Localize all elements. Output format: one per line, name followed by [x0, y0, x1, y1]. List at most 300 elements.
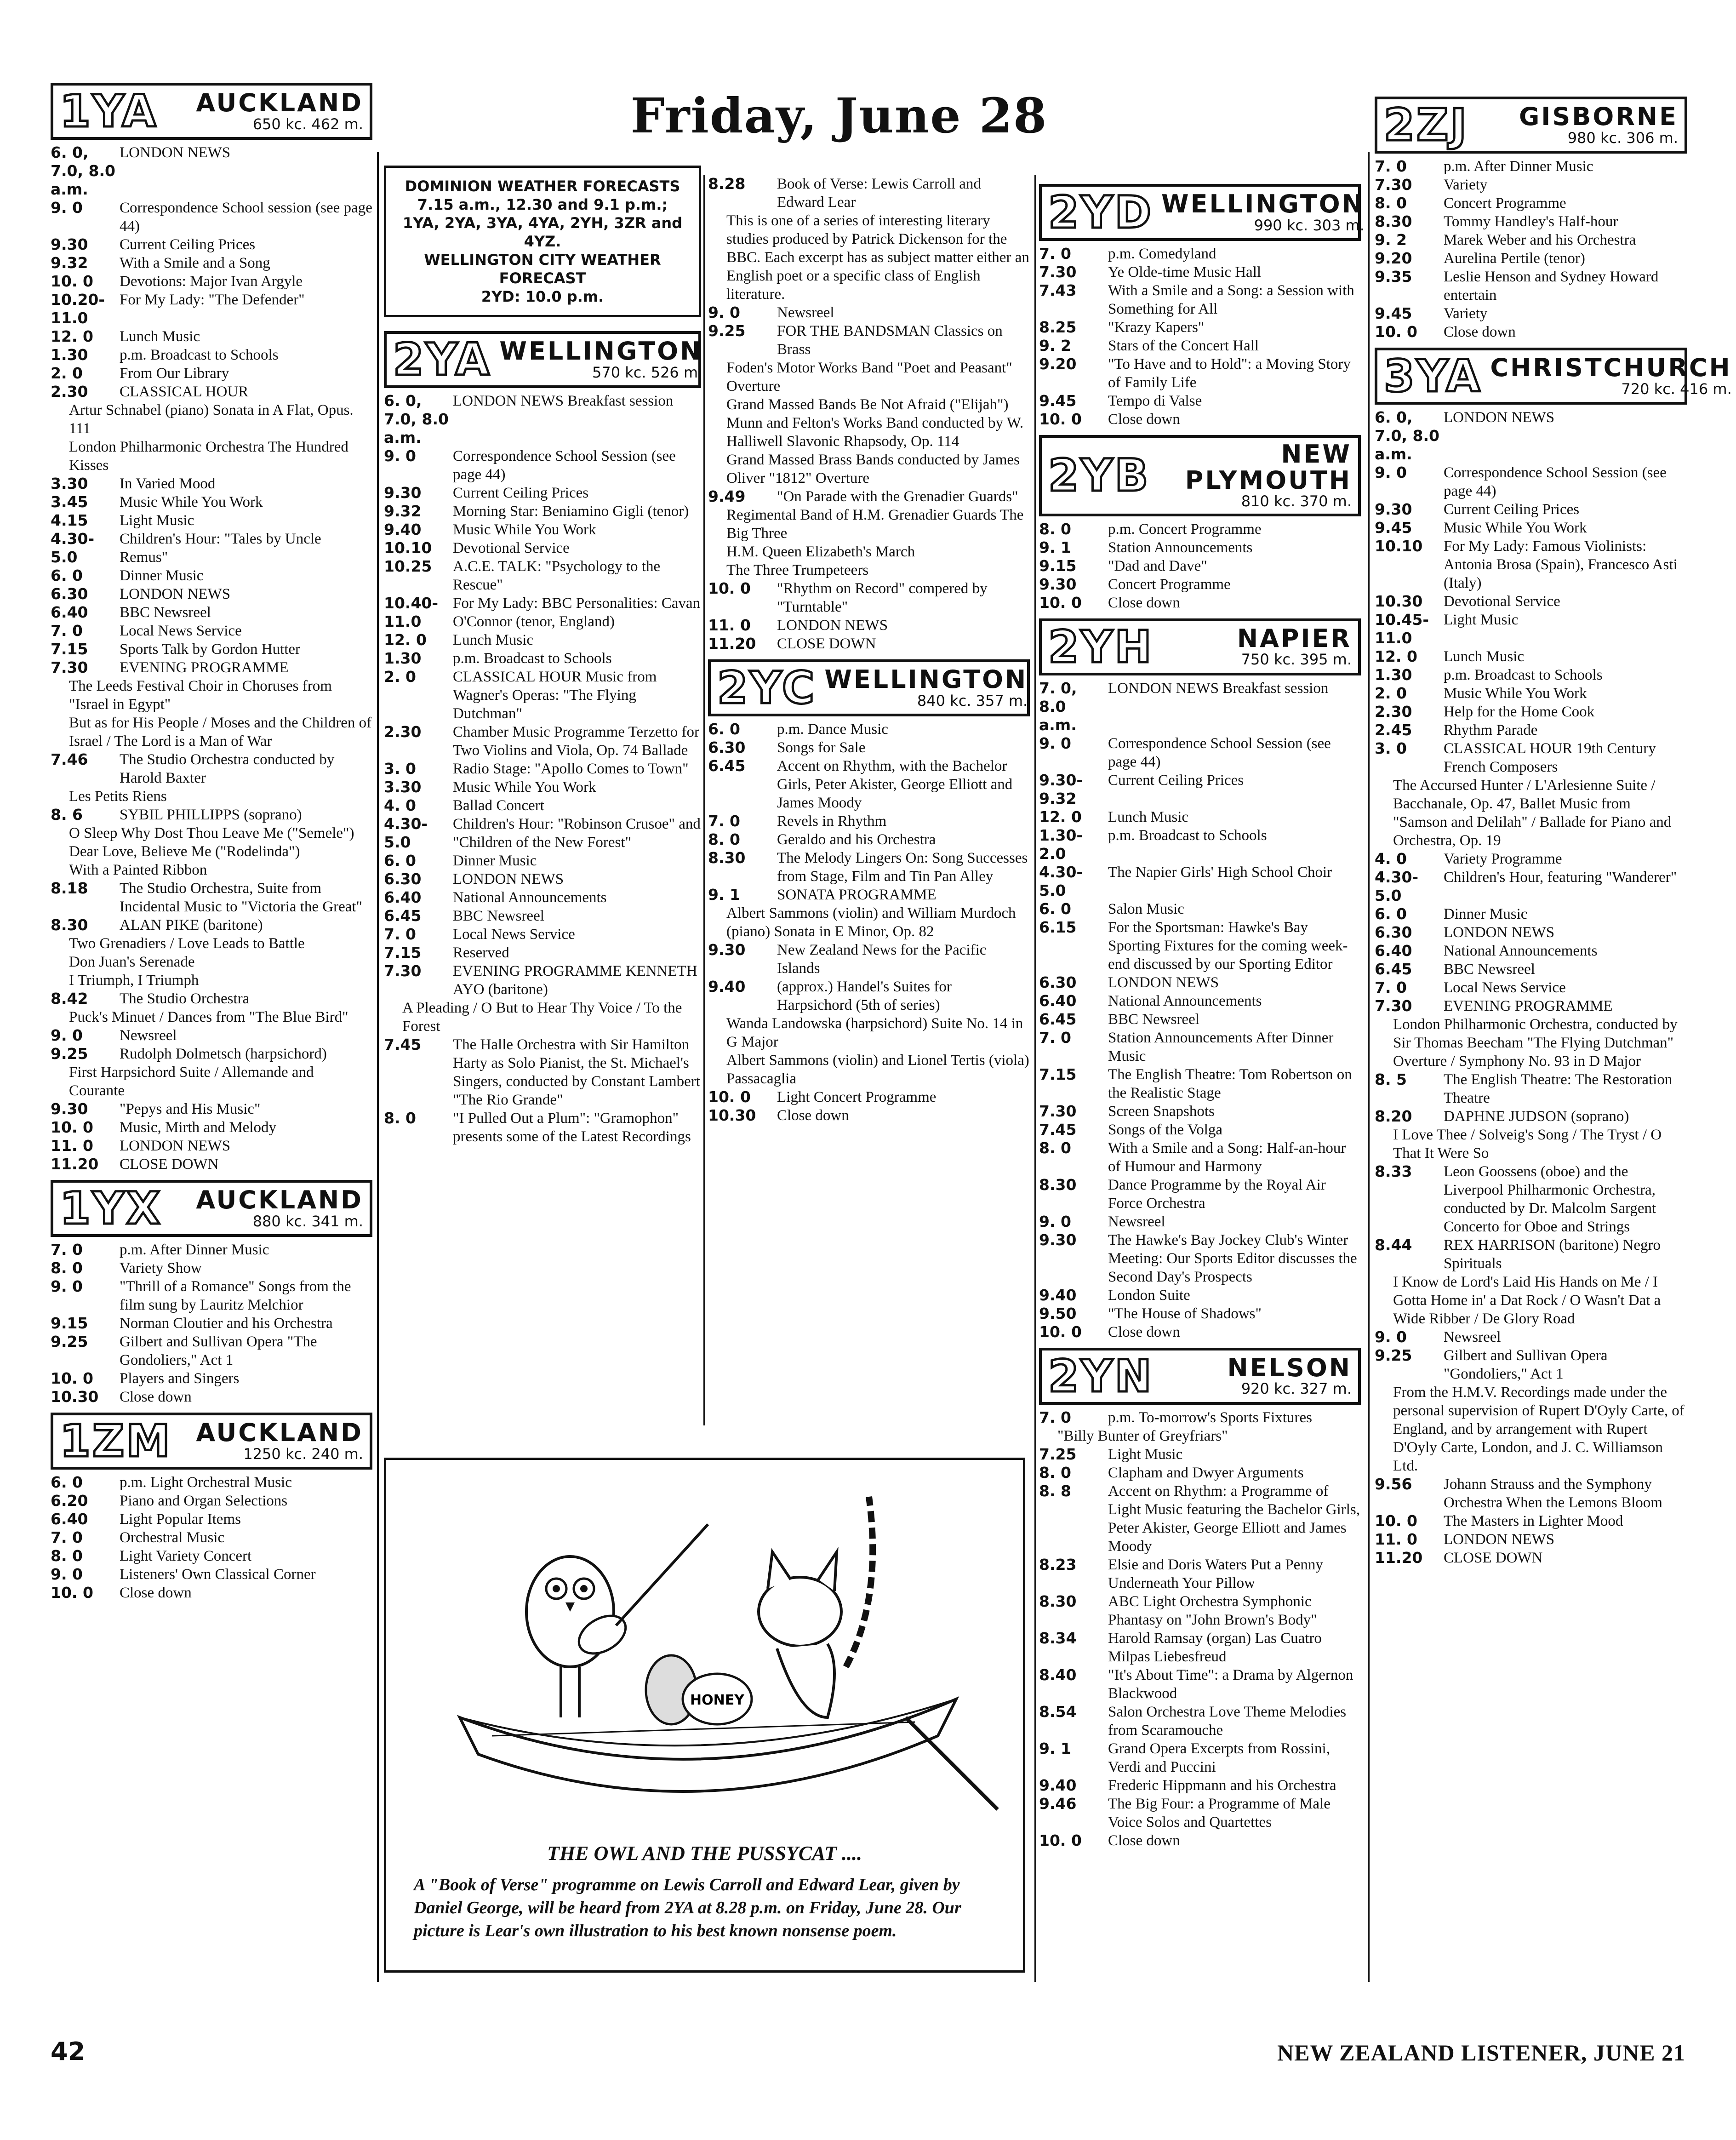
schedule-entry [708, 359, 1030, 395]
entry-text: p.m. To-morrow's Sports Fixtures [1108, 1409, 1312, 1426]
entry-time [1375, 1383, 1393, 1475]
schedule-entry [51, 1314, 372, 1333]
entry-text: Listeners' Own Classical Corner [120, 1566, 316, 1583]
entry-text: LONDON NEWS [453, 871, 564, 887]
schedule-entry [51, 1100, 372, 1118]
entry-text: CLASSICAL HOUR Music from Wagner's Operas: "The Flying Dutchman" [453, 669, 657, 722]
entry-time: 8. 0 [1039, 1463, 1071, 1482]
entry-time: 2.30 [51, 383, 88, 401]
entry-time: 9.30 [51, 1100, 88, 1118]
station-call: 1YX [60, 1183, 162, 1234]
entry-time: 8.40 [1039, 1665, 1077, 1684]
station-city: WELLINGTON [824, 665, 1028, 694]
schedule-entry [1375, 960, 1687, 978]
schedule-entry [1039, 355, 1361, 392]
entry-text: Johann Strauss and the Symphony Orchestra When the Lemons Bloom [1444, 1476, 1662, 1511]
entry-time: 7.30 [1039, 263, 1077, 281]
entry-text: With a Smile and a Song: a Session with Something for All [1108, 282, 1354, 317]
schedule-entry [51, 364, 372, 383]
schedule-entry [1039, 918, 1361, 973]
schedule-entry [1039, 245, 1361, 263]
entry-text: The English Theatre: The Restoration Theatre [1444, 1071, 1673, 1106]
station-call: 2YH [1048, 621, 1154, 673]
entry-time: 8.54 [1039, 1702, 1077, 1721]
entry-text: FOR THE BANDSMAN Classics on Brass [777, 323, 1003, 358]
caption-text: A "Book of Verse" programme on Lewis Carroll and Edward Lear, given by Daniel George, will be heard from 2YA at 8.28 p.m. on Friday, June 28. Our picture is Lear's own illustration to his best known nonsense poem. [414, 1875, 961, 1940]
entry-time [708, 414, 726, 451]
entry-text: Accent on Rhythm, with the Bachelor Girls, Peter Akister, George Elliott and James Moody [777, 758, 1013, 811]
schedule-entry [708, 978, 1030, 1014]
entry-time: 6.30 [1039, 973, 1077, 991]
entry-text: Variety Programme [1444, 851, 1562, 867]
entry-time: 7.46 [51, 750, 88, 768]
entry-text: Correspondence School Session (see page 44) [1108, 735, 1331, 770]
schedule-entry [51, 1155, 372, 1173]
station-call: 1YA [60, 86, 158, 137]
column-divider [1368, 152, 1370, 1982]
entry-text: Variety [1444, 177, 1488, 193]
entry-time: 10.25 [384, 557, 432, 575]
owl-pussycat-illustration [386, 1460, 1021, 1828]
entry-text: p.m. Dance Music [777, 721, 888, 738]
schedule-entry [708, 543, 1030, 561]
schedule-entry [1039, 1286, 1361, 1305]
entry-text: This is one of a series of interesting literary studies produced by Patrick Dickenson for the BBC. Each excerpt has as subject matter either an English poet or a specific class of English literature. [726, 212, 1029, 303]
entry-text: Clapham and Dwyer Arguments [1108, 1464, 1304, 1481]
entry-text: "Dad and Dave" [1108, 557, 1207, 574]
entry-text: Local News Service [453, 926, 575, 943]
schedule-entry [1039, 1739, 1361, 1776]
schedule-entry [708, 757, 1030, 812]
schedule-entry [708, 414, 1030, 451]
entry-text: The Masters in Lighter Mood [1444, 1513, 1623, 1529]
entry-time: 9.35 [1375, 268, 1412, 286]
entry-time: 4.30-5.0 [1375, 868, 1419, 904]
entry-text: In Varied Mood [120, 475, 216, 492]
schedule-entry [1039, 337, 1361, 355]
entry-time [1375, 1273, 1393, 1328]
entry-time: 8. 5 [1375, 1070, 1407, 1088]
entry-text: Children's Hour: "Tales by Uncle Remus" [120, 531, 321, 566]
schedule-entry [51, 401, 372, 438]
schedule-entry [708, 451, 1030, 487]
entry-text: Rudolph Dolmetsch (harpsichord) [120, 1046, 327, 1062]
entry-text: CLOSE DOWN [777, 635, 876, 652]
schedule-entry [1375, 1530, 1687, 1549]
schedule-entry [1039, 538, 1361, 557]
station-header-1zm [51, 1413, 372, 1470]
entry-text: LONDON NEWS [1444, 1531, 1555, 1548]
page-number: 42 [51, 2037, 86, 2066]
schedule-2yd [1039, 245, 1361, 429]
schedule-entry [384, 852, 701, 870]
schedule-entry [51, 1528, 372, 1547]
entry-time: 7. 0 [1375, 978, 1407, 996]
entry-time: 6.45 [384, 907, 422, 925]
schedule-entry [51, 971, 372, 990]
entry-text: The Studio Orchestra [120, 990, 250, 1007]
entry-time: 10.30 [708, 1106, 756, 1124]
station-freq: 840 kc. 357 m. [917, 692, 1028, 710]
entry-text: ALAN PIKE (baritone) [120, 917, 263, 933]
schedule-entry [384, 539, 701, 557]
schedule-entry [1375, 868, 1687, 905]
schedule-entry [51, 1118, 372, 1137]
entry-text: p.m. Concert Programme [1108, 521, 1262, 538]
entry-time: 6. 0, 7.0, 8.0 a.m. [51, 143, 115, 198]
entry-time: 8. 0 [51, 1259, 83, 1277]
schedule-entry [384, 815, 701, 852]
entry-text: Music While You Work [453, 521, 596, 538]
entry-time: 7.45 [384, 1036, 422, 1053]
schedule-entry [1375, 157, 1687, 176]
schedule-2ya [384, 392, 701, 1146]
entry-text: LONDON NEWS [120, 144, 231, 161]
schedule-entry [51, 622, 372, 640]
page-title: Friday, June 28 [630, 87, 1048, 144]
entry-text: Screen Snapshots [1108, 1103, 1215, 1120]
schedule-entry [384, 778, 701, 796]
schedule-entry [1039, 900, 1361, 918]
entry-time: 11.20 [708, 635, 756, 652]
entry-time: 9.32 [51, 254, 88, 272]
schedule-entry [708, 175, 1030, 212]
schedule-entry [384, 392, 701, 447]
schedule-entry [1039, 1121, 1361, 1139]
entry-time: 9.20 [1039, 355, 1077, 373]
schedule-entry [51, 1584, 372, 1602]
entry-text: p.m. Light Orchestral Music [120, 1474, 292, 1491]
schedule-entry [51, 383, 372, 401]
entry-text: BBC Newsreel [120, 604, 211, 621]
entry-text: Children's Hour: "Robinson Crusoe" and "Children of the New Forest" [453, 816, 701, 851]
schedule-3ya [1375, 408, 1687, 1567]
schedule-entry [708, 561, 1030, 579]
entry-text: p.m. Broadcast to Schools [453, 650, 612, 667]
entry-time: 9.49 [708, 487, 746, 505]
schedule-entry [51, 1510, 372, 1528]
entry-text: I Know de Lord's Laid His Hands on Me / I Gotta Home in' a Dat Rock / O Wasn't Dat a Wide Ribber / De Glory Road [1393, 1274, 1661, 1327]
schedule-entry [51, 511, 372, 530]
entry-time [51, 677, 69, 714]
entry-time: 6. 0, 7.0, 8.0 a.m. [384, 392, 449, 446]
entry-time: 9. 1 [708, 886, 740, 904]
schedule-1yx [51, 1241, 372, 1406]
entry-time [51, 1008, 69, 1026]
entry-time: 2.30 [1375, 703, 1412, 721]
entry-text: Station Announcements [1108, 539, 1253, 556]
entry-text: Music While You Work [1444, 685, 1587, 702]
entry-time: 6. 0 [708, 720, 740, 738]
entry-text: "To Have and to Hold": a Moving Story of Family Life [1108, 356, 1351, 391]
entry-text: Radio Stage: "Apollo Comes to Town" [453, 761, 689, 777]
entry-time [708, 1014, 726, 1051]
entry-time: 3. 0 [384, 760, 416, 778]
entry-text: Correspondence School Session (see page 44) [453, 448, 676, 483]
entry-time [51, 824, 69, 842]
station-city: WELLINGTON [1161, 189, 1365, 219]
schedule-entry [384, 760, 701, 778]
entry-time: 8. 6 [51, 806, 83, 824]
entry-text: With a Painted Ribbon [69, 862, 207, 878]
column-divider [1034, 175, 1036, 1982]
column-2 [384, 166, 701, 1146]
entry-text: With a Smile and a Song: Half-an-hour of Humour and Harmony [1108, 1139, 1346, 1175]
entry-text: Harold Ramsay (organ) Las Cuatro Milpas Liebesfreud [1108, 1630, 1322, 1665]
station-header-2yn [1039, 1348, 1361, 1405]
schedule-entry [1039, 557, 1361, 575]
entry-text: Current Ceiling Prices [120, 236, 256, 253]
entry-text: Variety [1444, 305, 1488, 322]
station-header-2yb [1039, 435, 1361, 516]
entry-text: Lunch Music [1108, 808, 1189, 825]
station-header-2yc [708, 659, 1030, 716]
entry-time: 9.30 [1039, 1230, 1077, 1249]
entry-text: Marek Weber and his Orchestra [1444, 232, 1636, 248]
schedule-entry [1039, 826, 1361, 863]
entry-time: 6. 0 [384, 852, 416, 870]
schedule-entry [1039, 1102, 1361, 1121]
entry-text: Help for the Home Cook [1444, 704, 1595, 720]
schedule-entry [708, 886, 1030, 904]
entry-time: 6. 0, 7.0, 8.0 a.m. [1375, 408, 1439, 463]
schedule-entry [1039, 679, 1361, 734]
entry-text: Light Music [120, 512, 194, 529]
entry-text: The English Theatre: Tom Robertson on the Realistic Stage [1108, 1066, 1352, 1101]
entry-text: Reserved [453, 944, 509, 961]
schedule-entry [1375, 1328, 1687, 1346]
schedule-entry [1039, 1231, 1361, 1286]
schedule-2zj [1375, 157, 1687, 341]
entry-time: 10.10 [384, 539, 432, 557]
entry-time: 9.40 [1039, 1286, 1077, 1304]
schedule-entry [51, 438, 372, 475]
entry-text: p.m. Comedyland [1108, 246, 1216, 262]
schedule-entry [1375, 647, 1687, 666]
entry-text: CLASSICAL HOUR [120, 383, 249, 400]
entry-text: SYBIL PHILLIPPS (soprano) [120, 807, 302, 823]
schedule-entry [51, 346, 372, 364]
entry-text: Correspondence School Session (see page 44) [1444, 464, 1667, 499]
entry-time: 7.15 [1039, 1065, 1077, 1083]
schedule-entry [51, 842, 372, 861]
entry-time: 6.45 [708, 757, 746, 775]
schedule-entry [1039, 410, 1361, 429]
entry-time: 10.30 [51, 1388, 99, 1406]
schedule-entry [51, 291, 372, 327]
entry-time: 7. 0 [51, 1241, 83, 1259]
station-freq: 980 kc. 306 m. [1567, 129, 1678, 147]
entry-time: 8.30 [1375, 212, 1412, 230]
schedule-entry [51, 1333, 372, 1369]
entry-text: Regimental Band of H.M. Grenadier Guards The Big Three [726, 507, 1024, 542]
entry-time [708, 1051, 726, 1088]
entry-time: 8. 0 [51, 1547, 83, 1565]
schedule-2yh [1039, 679, 1361, 1341]
schedule-entry [708, 812, 1030, 830]
entry-text: Rhythm Parade [1444, 722, 1538, 738]
entry-text: I Triumph, I Triumph [69, 972, 199, 989]
schedule-entry [708, 941, 1030, 978]
schedule-entry [1375, 1346, 1687, 1383]
schedule-entry [51, 953, 372, 971]
entry-text: Close down [1108, 411, 1180, 428]
entry-time [708, 506, 726, 543]
entry-text: "The House of Shadows" [1108, 1305, 1262, 1322]
schedule-entry [51, 1547, 372, 1565]
schedule-entry [384, 723, 701, 760]
column-5 [1375, 97, 1732, 1567]
entry-time: 6.40 [1039, 991, 1077, 1010]
entry-text: Concert Programme [1444, 195, 1566, 212]
entry-text: Artur Schnabel (piano) Sonata in A Flat, Opus. 111 [69, 402, 354, 437]
entry-time [708, 904, 726, 941]
schedule-2yb [1039, 520, 1361, 612]
schedule-entry [384, 1036, 701, 1109]
entry-time: 6. 0 [51, 566, 83, 584]
entry-text: New Zealand News for the Pacific Islands [777, 942, 987, 977]
entry-time: 10. 0 [708, 1088, 751, 1106]
entry-time: 6.30 [51, 585, 88, 603]
entry-text: Wanda Landowska (harpsichord) Suite No. 14 in G Major [726, 1015, 1023, 1050]
entry-time: 8.34 [1039, 1629, 1077, 1647]
entry-time: 8. 0 [1375, 194, 1407, 212]
entry-time: 10.45-11.0 [1375, 611, 1429, 647]
entry-time: 7. 0, 8.0 a.m. [1039, 679, 1077, 734]
entry-text: SONATA PROGRAMME [777, 887, 937, 903]
schedule-entry [1375, 519, 1687, 537]
station-header-2ya [384, 331, 701, 388]
entry-time: 8.30 [708, 849, 746, 867]
entry-text: BBC Newsreel [453, 908, 544, 924]
schedule-entry [1375, 268, 1687, 304]
schedule-entry [51, 750, 372, 787]
entry-text: Light Music [1444, 612, 1519, 628]
entry-text: LONDON NEWS [1444, 409, 1555, 426]
schedule-entry [51, 934, 372, 953]
entry-time: 7.30 [384, 962, 422, 980]
schedule-entry [1039, 1408, 1361, 1427]
entry-text: Elsie and Doris Waters Put a Penny Underneath Your Pillow [1108, 1556, 1323, 1591]
entry-time: 2. 0 [51, 364, 83, 382]
schedule-entry [51, 566, 372, 585]
schedule-2ya-cont [708, 175, 1030, 653]
entry-text: For My Lady: Famous Violinists: Antonia Brosa (Spain), Francesco Asti (Italy) [1444, 538, 1678, 591]
station-call: 2YD [1048, 187, 1153, 238]
entry-time: 9.46 [1039, 1794, 1077, 1813]
entry-text: Tommy Handley's Half-hour [1444, 213, 1618, 230]
entry-text: Dinner Music [1444, 906, 1528, 922]
schedule-entry [51, 1369, 372, 1388]
schedule-entry [384, 521, 701, 539]
entry-time: 6. 0 [51, 1473, 83, 1491]
station-city: NELSON [1227, 1353, 1352, 1382]
schedule-entry [1375, 611, 1687, 647]
entry-text: Two Grenadiers / Love Leads to Battle [69, 935, 305, 952]
schedule-entry [708, 849, 1030, 886]
schedule-entry [51, 1137, 372, 1155]
entry-time: 9.30 [708, 941, 746, 959]
schedule-entry [1039, 1464, 1361, 1482]
entry-text: Leslie Henson and Sydney Howard entertain [1444, 269, 1659, 303]
entry-time: 9. 0 [51, 199, 83, 217]
entry-text: p.m. After Dinner Music [120, 1242, 269, 1258]
schedule-entry [1039, 992, 1361, 1010]
schedule-entry [384, 999, 701, 1036]
schedule-entry [1375, 1162, 1687, 1236]
schedule-entry [384, 447, 701, 484]
entry-time: 9.20 [1375, 249, 1412, 267]
entry-text: Close down [777, 1107, 849, 1124]
entry-time: 9.45 [1039, 392, 1077, 410]
entry-time: 8.30 [1039, 1592, 1077, 1610]
entry-time: 4. 0 [1375, 850, 1407, 868]
entry-time [1039, 1427, 1057, 1445]
entry-text: Lunch Music [120, 328, 200, 345]
schedule-entry [1375, 1549, 1687, 1567]
schedule-entry [1375, 1070, 1687, 1107]
schedule-entry [1375, 776, 1687, 850]
entry-text: "It's About Time": a Drama by Algernon Blackwood [1108, 1666, 1353, 1702]
schedule-entry [51, 254, 372, 272]
entry-time: 12. 0 [384, 631, 427, 649]
entry-text: The Studio Orchestra conducted by Harold Baxter [120, 751, 335, 786]
schedule-entry [384, 944, 701, 962]
schedule-entry [51, 585, 372, 603]
entry-text: Foden's Motor Works Band "Poet and Peasant" Overture [726, 360, 1012, 395]
entry-time: 9.50 [1039, 1304, 1077, 1322]
entry-time: 7.30 [1375, 176, 1412, 194]
schedule-entry [384, 484, 701, 502]
entry-text: p.m. Broadcast to Schools [120, 347, 279, 363]
schedule-entry [51, 1565, 372, 1584]
entry-time: 9.30-9.32 [1039, 771, 1083, 807]
schedule-entry [708, 1051, 1030, 1088]
entry-time: 6.30 [384, 870, 422, 888]
entry-time: 9.25 [51, 1045, 88, 1063]
entry-time [1375, 1126, 1393, 1162]
schedule-entry [384, 925, 701, 944]
entry-text: Frederic Hippmann and his Orchestra [1108, 1777, 1336, 1794]
entry-text: LONDON NEWS [120, 586, 231, 602]
station-city: WELLINGTON [499, 337, 703, 366]
entry-time: 7. 0 [1375, 157, 1407, 175]
schedule-entry [1039, 318, 1361, 337]
entry-text: "On Parade with the Grenadier Guards" [777, 488, 1018, 505]
entry-text: Players and Singers [120, 1370, 240, 1387]
entry-time: 3.30 [51, 475, 88, 492]
entry-text: CLOSE DOWN [120, 1156, 219, 1173]
entry-time: 7.25 [1039, 1445, 1077, 1463]
schedule-entry [1039, 1323, 1361, 1341]
entry-text: Albert Sammons (violin) and William Murdoch (piano) Sonata in E Minor, Op. 82 [726, 905, 1016, 940]
schedule-entry [1039, 1139, 1361, 1176]
entry-text: Music, Mirth and Melody [120, 1119, 276, 1136]
schedule-entry [1039, 1010, 1361, 1029]
entry-time: 8.18 [51, 879, 88, 897]
schedule-entry [1039, 1776, 1361, 1795]
station-freq: 880 kc. 341 m. [252, 1212, 363, 1230]
schedule-entry [51, 327, 372, 346]
entry-text: I Love Thee / Solveig's Song / The Tryst / O That It Were So [1393, 1127, 1662, 1162]
schedule-entry [51, 990, 372, 1008]
entry-time: 4. 0 [384, 796, 416, 814]
entry-text: From the H.M.V. Recordings made under the personal supervision of Rupert D'Oyly Carte, of England, and by arrangement with Rupert D'Oyly Carte, London, and J. C. Williamson Ltd. [1393, 1384, 1685, 1474]
entry-time: 9.45 [1375, 304, 1412, 322]
schedule-entry [1039, 1427, 1361, 1445]
entry-time: 10. 0 [708, 579, 751, 597]
entry-text: Salon Music [1108, 900, 1184, 917]
